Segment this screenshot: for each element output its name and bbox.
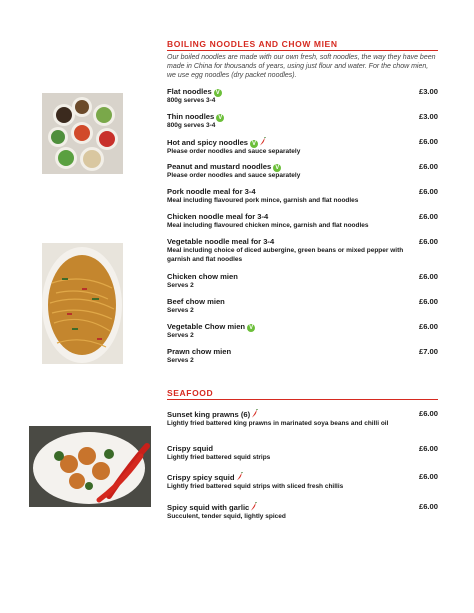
item-price: £3.00 bbox=[418, 87, 438, 96]
menu-item bbox=[167, 237, 438, 264]
chilli-icon bbox=[250, 502, 257, 511]
menu-item bbox=[167, 272, 438, 291]
chilli-icon bbox=[236, 472, 243, 481]
item-name: Thin noodles bbox=[167, 112, 215, 121]
menu-item bbox=[167, 187, 438, 206]
item-description: 800g serves 3-4 bbox=[167, 97, 216, 104]
section-divider bbox=[167, 50, 438, 51]
vegetarian-v-icon: V bbox=[275, 165, 280, 171]
menu-item bbox=[167, 137, 438, 157]
item-price: £6.00 bbox=[418, 444, 438, 453]
item-name: Beef chow mien bbox=[167, 297, 225, 306]
item-price: £3.00 bbox=[418, 112, 438, 121]
item-price: £6.00 bbox=[418, 297, 438, 306]
vegetarian-v-icon: V bbox=[218, 115, 223, 121]
item-description: Please order noodles and sauce separately bbox=[167, 148, 301, 155]
item-name: Pork noodle meal for 3-4 bbox=[167, 187, 256, 196]
section-intro: Our boiled noodles are made with our own fresh, soft noodles, the way they have been made in China for thousands of years, using just flour and water. For the chow mien, we use egg noodles (dry packet noodles). bbox=[167, 54, 436, 79]
noodle-ingredients-photo bbox=[42, 93, 123, 174]
item-price: £6.00 bbox=[418, 322, 438, 331]
item-description: Meal including flavoured chicken mince, garnish and flat noodles bbox=[167, 222, 369, 229]
chow-mien-photo bbox=[42, 243, 123, 364]
item-price: £6.00 bbox=[418, 472, 438, 481]
vegetarian-v-icon: V bbox=[249, 325, 254, 331]
item-price: £6.00 bbox=[418, 137, 438, 146]
menu-item bbox=[167, 409, 438, 429]
section-title-noodles: BOILING NOODLES AND CHOW MIEN bbox=[167, 39, 338, 49]
item-description: Serves 2 bbox=[167, 357, 194, 364]
menu-item bbox=[167, 472, 438, 492]
chilli-icon bbox=[259, 137, 266, 146]
item-name: Peanut and mustard noodles bbox=[167, 162, 272, 171]
menu-item bbox=[167, 502, 438, 522]
menu-item bbox=[167, 162, 438, 181]
item-price: £6.00 bbox=[418, 187, 438, 196]
item-name: Crispy squid bbox=[167, 444, 213, 453]
item-description: Meal including flavoured pork mince, garnish and flat noodles bbox=[167, 197, 359, 204]
menu-item bbox=[167, 87, 438, 106]
king-prawns-photo bbox=[29, 426, 151, 507]
chilli-icon bbox=[251, 409, 258, 418]
item-name: Flat noodles bbox=[167, 87, 212, 96]
item-price: £6.00 bbox=[418, 237, 438, 246]
item-description: Lightly fried battered king prawns in marinated soya beans and chilli oil bbox=[167, 420, 389, 427]
item-name: Vegetable noodle meal for 3-4 bbox=[167, 237, 275, 246]
item-description: Meal including choice of diced aubergine, green beans or mixed pepper with garnish and flat noodles bbox=[167, 247, 404, 263]
item-name: Chicken chow mien bbox=[167, 272, 238, 281]
section-title-seafood: SEAFOOD bbox=[167, 388, 214, 398]
item-price: £6.00 bbox=[418, 212, 438, 221]
menu-item bbox=[167, 322, 438, 341]
item-price: £7.00 bbox=[418, 347, 438, 356]
item-name: Chicken noodle meal for 3-4 bbox=[167, 212, 269, 221]
item-description: Lightly fried battered squid strips bbox=[167, 454, 271, 461]
item-name: Crispy spicy squid bbox=[167, 473, 235, 482]
menu-item bbox=[167, 347, 438, 366]
item-price: £6.00 bbox=[418, 162, 438, 171]
item-price: £6.00 bbox=[418, 409, 438, 418]
vegetarian-v-icon: V bbox=[215, 90, 220, 96]
vegetarian-v-icon: V bbox=[252, 141, 257, 147]
item-name: Prawn chow mien bbox=[167, 347, 232, 356]
item-description: Serves 2 bbox=[167, 332, 194, 339]
item-name: Spicy squid with garlic bbox=[167, 503, 250, 512]
item-description: Lightly fried battered squid strips with sliced fresh chillis bbox=[167, 483, 344, 490]
item-description: Serves 2 bbox=[167, 307, 194, 314]
menu-item bbox=[167, 212, 438, 231]
item-description: Please order noodles and sauce separately bbox=[167, 172, 301, 179]
item-description: Serves 2 bbox=[167, 282, 194, 289]
item-description: 800g serves 3-4 bbox=[167, 122, 216, 129]
item-description: Succulent, tender squid, lightly spiced bbox=[167, 513, 286, 520]
section-divider bbox=[167, 399, 438, 400]
menu-item bbox=[167, 112, 438, 131]
menu-item bbox=[167, 444, 438, 463]
item-name: Hot and spicy noodles bbox=[167, 138, 249, 147]
item-price: £6.00 bbox=[418, 272, 438, 281]
item-name: Sunset king prawns (6) bbox=[167, 410, 251, 419]
item-price: £6.00 bbox=[418, 502, 438, 511]
item-name: Vegetable Chow mien bbox=[167, 322, 246, 331]
menu-item bbox=[167, 297, 438, 316]
